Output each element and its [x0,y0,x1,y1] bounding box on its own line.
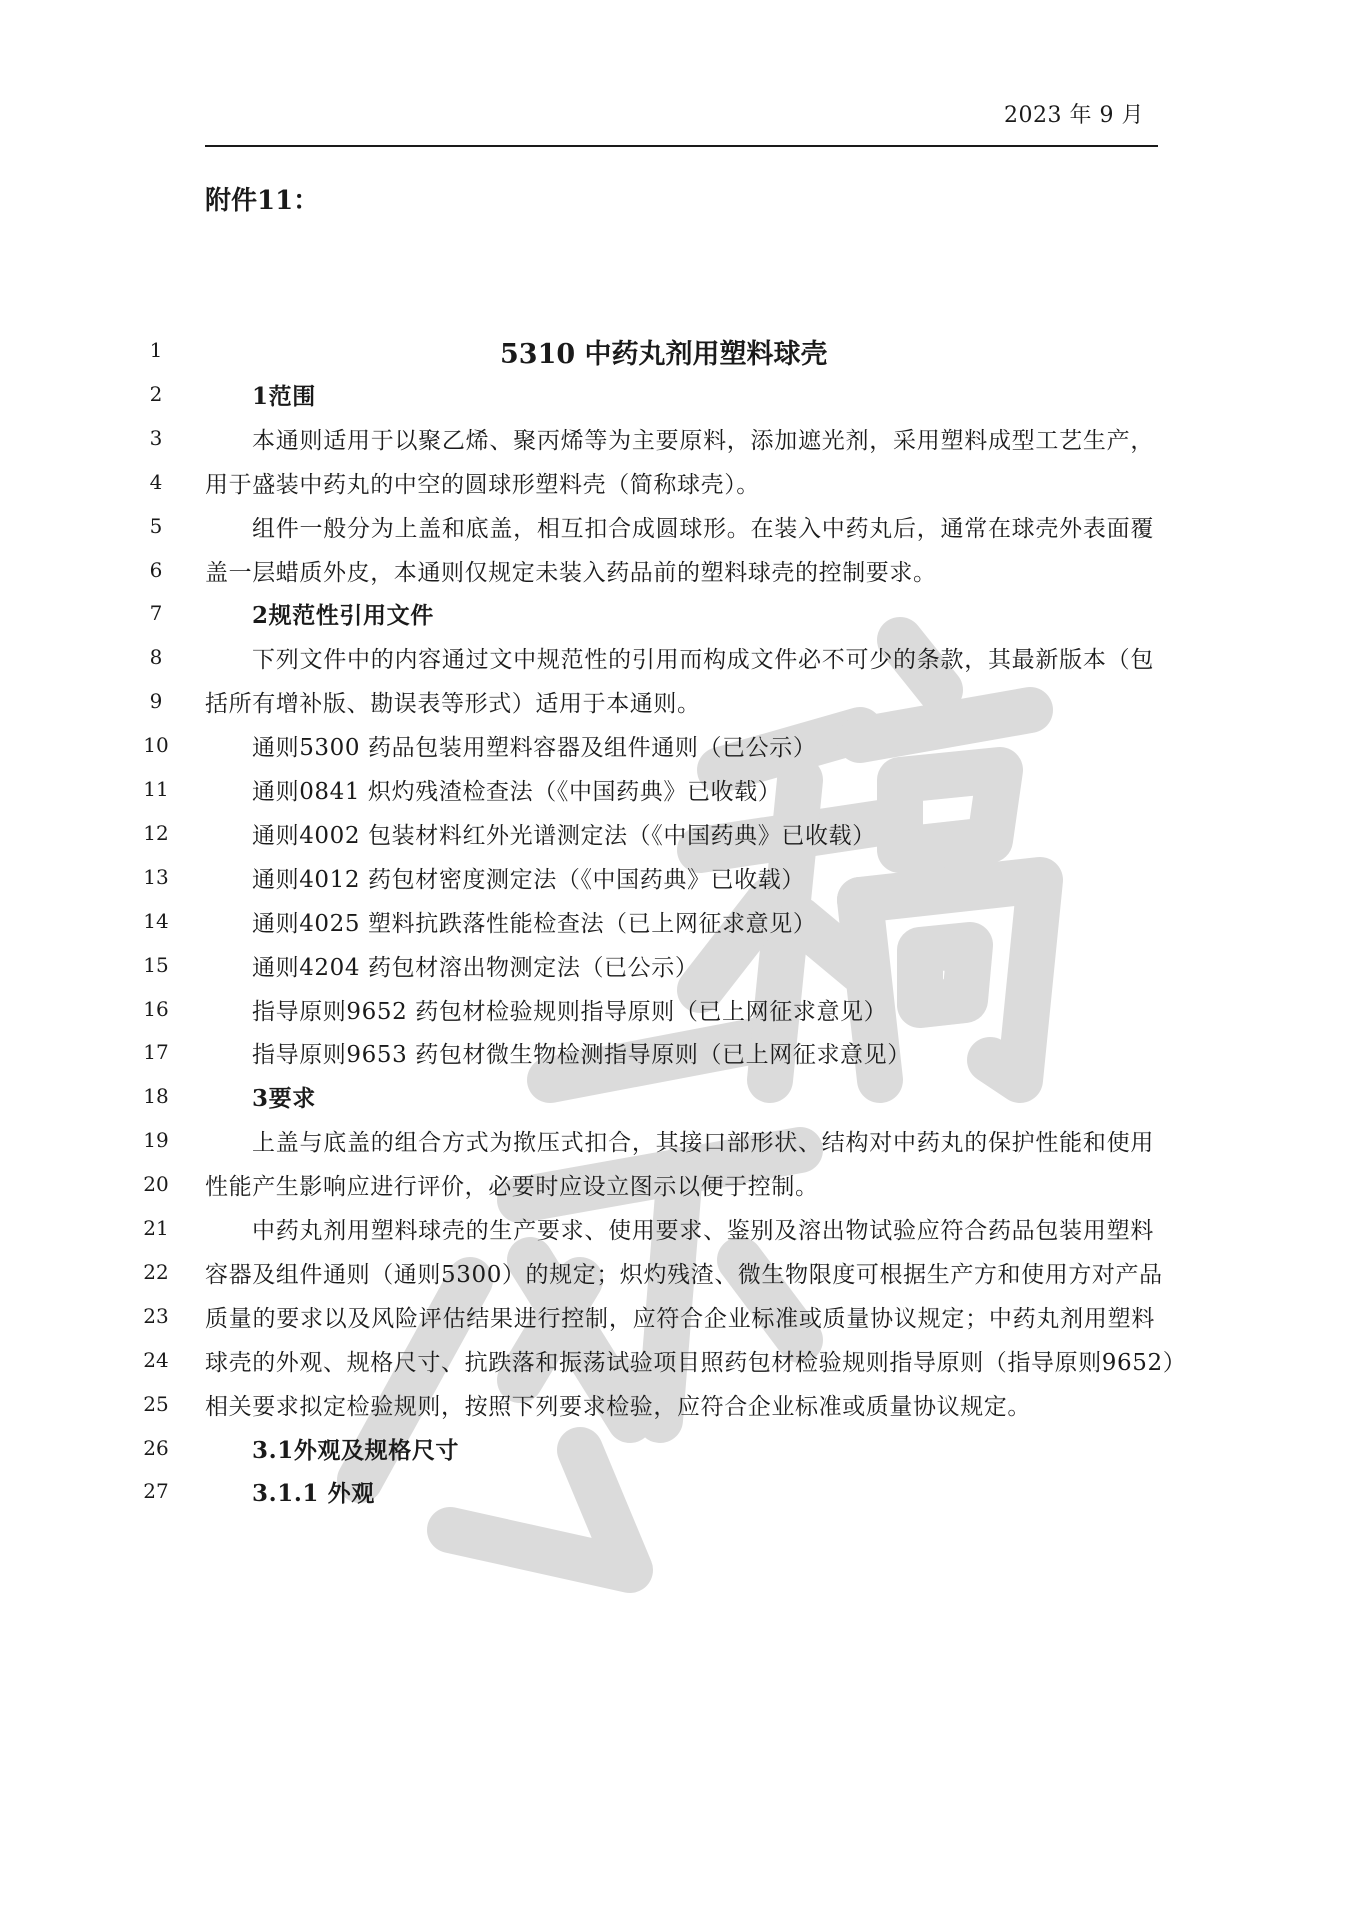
document-line [0,1208,1350,1248]
line-number: 4 [149,469,163,494]
line-number: 2 [149,381,163,406]
line-number: 23 [143,1303,169,1328]
document-line [0,1384,1350,1424]
line-number: 3 [149,425,163,450]
line-number: 9 [149,689,163,714]
line-number: 10 [143,733,169,758]
line-number: 12 [143,820,169,845]
line-number: 13 [143,864,169,889]
document-line [0,330,1350,370]
line-number: 24 [143,1347,169,1372]
paragraph-line: 通则5300 药品包装用塑料容器及组件通则（已公示） [252,735,817,762]
document-line [0,1120,1350,1160]
document-line [0,1471,1350,1511]
document-line [0,1252,1350,1292]
document-line [0,813,1350,853]
line-number: 11 [143,777,169,801]
document-line [0,1164,1350,1204]
line-number: 25 [143,1391,169,1416]
paragraph-line: 球壳的外观、规格尺寸、抗跌落和振荡试验项目照药包材检验规则指导原则（指导原则9652） [205,1349,1187,1376]
paragraph-line: 中药丸剂用塑料球壳的生产要求、使用要求、鉴别及溶出物试验应符合药品包装用塑料 [252,1218,1154,1244]
line-number: 16 [143,996,169,1021]
document-line [0,945,1350,985]
document-line [0,637,1350,677]
paragraph-line: 容器及组件通则（通则5300）的规定；炽灼残渣、微生物限度可根据生产方和使用方对产品 [205,1261,1163,1288]
document-line [0,462,1350,502]
document-line [0,506,1350,546]
header-date: 2023 年 9 月 [1004,103,1144,128]
document-line [0,593,1350,633]
line-number: 22 [143,1259,169,1284]
line-number: 5 [149,513,163,538]
section-heading: 3.1.1 外观 [252,1480,375,1508]
document-line [0,1340,1350,1380]
paragraph-line: 通则4025 塑料抗跌落性能检查法（已上网征求意见） [252,910,817,937]
section-heading: 2规范性引用文件 [252,602,434,630]
paragraph-line: 上盖与底盖的组合方式为揿压式扣合，其接口部形状、结构对中药丸的保护性能和使用 [252,1130,1154,1157]
line-number: 27 [143,1479,169,1504]
paragraph-line: 组件一般分为上盖和底盖，相互扣合成圆球形。在装入中药丸后，通常在球壳外表面覆 [252,515,1154,542]
document-line [0,1032,1350,1072]
line-number: 18 [143,1084,169,1109]
document-title: 5310 中药丸剂用塑料球壳 [500,339,828,370]
line-number: 14 [143,908,169,933]
document-line [0,1428,1350,1468]
document-line [0,681,1350,721]
document-line [0,374,1350,414]
line-number: 19 [143,1128,169,1153]
paragraph-line: 通则4002 包装材料红外光谱测定法（《中国药典》已收载） [252,822,876,849]
paragraph-line: 指导原则9652 药包材检验规则指导原则（已上网征求意见） [252,998,888,1025]
paragraph-line: 括所有增补版、勘误表等形式）适用于本通则。 [205,691,701,718]
line-number: 26 [143,1435,169,1460]
document-line [0,550,1350,590]
document-line [0,901,1350,941]
paragraph-line: 通则4012 药包材密度测定法（《中国药典》已收载） [252,866,805,893]
section-heading: 3要求 [252,1085,316,1113]
line-number: 7 [149,601,163,626]
line-number: 1 [149,338,163,362]
paragraph-line: 质量的要求以及风险评估结果进行控制，应符合企业标准或质量协议规定；中药丸剂用塑料 [205,1305,1155,1332]
paragraph-line: 通则0841 炽灼残渣检查法（《中国药典》已收载） [252,779,782,805]
paragraph-line: 相关要求拟定检验规则，按照下列要求检验，应符合企业标准或质量协议规定。 [205,1393,1031,1420]
paragraph-line: 本通则适用于以聚乙烯、聚丙烯等为主要原料，添加遮光剂，采用塑料成型工艺生产， [252,427,1154,454]
section-heading: 1范围 [252,382,316,410]
document-line [0,989,1350,1029]
paragraph-line: 通则4204 药包材溶出物测定法（已公示） [252,954,699,981]
paragraph-line: 指导原则9653 药包材微生物检测指导原则（已上网征求意见） [252,1042,911,1069]
document-line [0,857,1350,897]
line-number: 15 [143,952,169,977]
document-line [0,1296,1350,1336]
paragraph-line: 性能产生影响应进行评价，必要时应设立图示以便于控制。 [205,1174,819,1201]
paragraph-line: 下列文件中的内容通过文中规范性的引用而构成文件必不可少的条款，其最新版本（包 [252,647,1154,674]
paragraph-line: 用于盛装中药丸的中空的圆球形塑料壳（简称球壳）。 [205,471,760,498]
section-heading: 3.1外观及规格尺寸 [252,1436,460,1464]
line-number: 17 [143,1040,169,1065]
attachment-label: 附件11： [205,186,320,216]
document-line [0,1076,1350,1116]
line-number: 20 [143,1172,169,1197]
paragraph-line: 盖一层蜡质外皮，本通则仅规定未装入药品前的塑料球壳的控制要求。 [205,559,937,586]
document-line [0,769,1350,809]
document-line [0,418,1350,458]
line-number: 6 [149,557,163,582]
document-line [0,725,1350,765]
line-number: 8 [149,645,163,670]
line-number: 21 [143,1216,169,1240]
header-rule [205,145,1158,147]
